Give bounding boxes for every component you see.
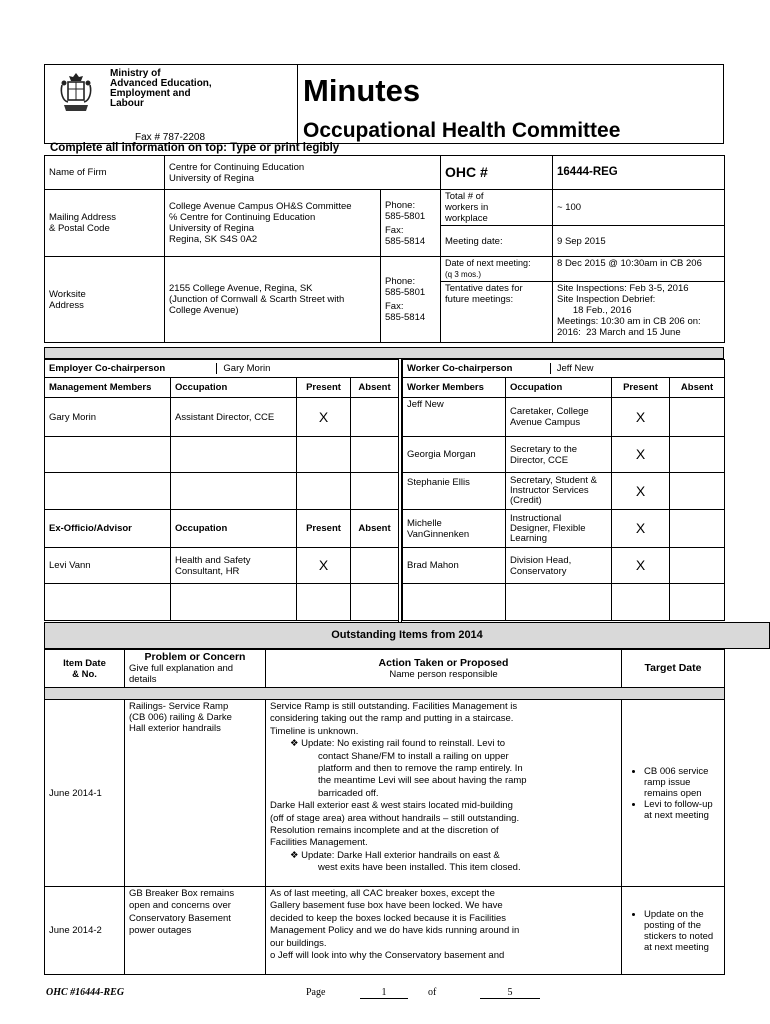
occupation-line: Learning [510,532,547,544]
name-line: Brad Mahon [407,560,459,571]
action-line: Facilities Management. [270,837,368,849]
firm-name-value [165,156,441,190]
item-problem [125,700,266,887]
workers-value: ~ 100 [553,190,725,226]
footer-ohc: OHC #16444-REG [46,987,125,998]
problem-header-title: Problem or Concern [144,651,246,663]
firm-name-line: Centre for Continuing Education [169,161,305,173]
occupation-line: Instructional [510,512,562,524]
occupation-line: Avenue Campus [510,417,581,428]
absent-mark [670,548,725,584]
table-row [45,548,399,584]
worker-occupation [506,473,612,510]
item-problem [125,887,266,975]
section-separator [44,347,724,359]
name-line: Michelle [407,517,442,529]
fax-label: Fax: [385,224,404,236]
absent-mark [351,584,399,621]
present-mark: X [612,510,670,548]
worker-header-present: Present [612,378,670,398]
present-mark [612,584,670,621]
mailing-phone-fax [381,190,441,257]
worker-cochair-name: Jeff New [550,363,594,374]
ministry-block [45,65,298,143]
fax-label: Fax: [385,301,404,312]
firm-name-line: University of Regina [169,172,255,184]
table-row [403,510,725,548]
action-line: the meantime Levi will see about having the ramp [318,775,527,787]
fax-value: 585-5814 [385,312,426,323]
name-line: VanGinnenken [407,528,470,540]
action-line: platform and then to remove the ramp entirely. In [318,763,523,775]
worksite-line: College Avenue) [169,305,239,316]
member-name [45,473,171,510]
document-title: Minutes [303,73,421,108]
worker-header-occupation: Occupation [506,378,612,398]
outstanding-items-heading: Outstanding Items from 2014 [44,622,770,649]
action-line: decided to keep the boxes locked because it is Facilities [270,912,507,924]
worker-name [403,473,506,510]
present-mark: X [612,398,670,437]
problem-line: Conservatory Basement [129,912,231,924]
absent-mark [351,437,399,473]
tentative-label-line: Tentative dates for [445,283,523,294]
exofficio-header-absent: Absent [351,510,399,548]
tentative-label-line: future meetings: [445,294,514,305]
management-table [44,359,399,621]
action-header-title: Action Taken or Proposed [378,656,509,669]
firm-info-table [44,155,725,343]
document-header [44,64,724,144]
action-bullet-line: ❖ Update: No existing rail found to reinstall. Levi to [290,738,505,750]
ministry-name [110,69,290,109]
present-mark [297,473,351,510]
occupation-line: Instructor Services [510,485,589,496]
action-line: o Jeff will look into why the Conservatory basement and [270,950,505,962]
problem-header-sub: details [129,674,157,685]
occupation-line: Caretaker, College [510,406,589,417]
tentative-dates-value [553,282,725,343]
worker-occupation [506,437,612,473]
item-date-header [45,650,125,688]
action-line: As of last meeting, all CAC breaker boxes, except the [270,888,495,899]
table-row [45,437,399,473]
worker-occupation [506,510,612,548]
table-row [45,887,725,975]
employer-cochair-row [45,360,399,378]
employer-cochair-name: Gary Morin [216,363,270,374]
worker-members-table [402,359,725,621]
footer-of-label: of [428,987,437,998]
mailing-line: College Avenue Campus OH&S Committee [169,201,352,212]
mailing-line: Regina, SK S4S 0A2 [169,234,258,245]
items-separator [45,688,725,700]
occupation-line: Health and Safety [175,554,251,566]
ministry-line: Labour [110,98,144,109]
problem-line: open and concerns over [129,900,231,912]
header-line: & No. [72,668,97,680]
name-line: Georgia Morgan [407,449,476,460]
problem-header-sub: Give full explanation and [129,663,234,674]
tentative-line: 18 Feb., 2016 [557,305,632,316]
ministry-line: Employment and [110,88,191,99]
mgmt-header-occupation: Occupation [171,378,297,398]
tentative-line: 2016: 23 March and 15 June [557,327,681,338]
mgmt-header-members: Management Members [45,378,171,398]
worker-name [403,510,506,548]
occupation-line: Consultant, HR [175,565,240,577]
absent-mark [670,437,725,473]
mailing-label [45,190,165,257]
occupation-line: Conservatory [510,565,567,577]
problem-header [125,650,266,688]
target-item: • Levi to follow-up at next meeting [644,799,720,821]
present-mark: X [612,473,670,510]
item-target [622,887,725,975]
fax-value: 585-5814 [385,235,426,247]
action-line: Timeline is unknown. [270,725,359,737]
problem-line: Railings- Service Ramp [129,701,229,712]
target-list [624,909,720,953]
phone-label: Phone: [385,276,416,287]
worksite-label-line: Address [49,299,84,311]
worker-cochair-label: Worker Co-chairperson [407,363,513,374]
mailing-line: University of Regina [169,223,255,234]
next-meeting-value: 8 Dec 2015 @ 10:30am in CB 206 [553,257,725,282]
member-occupation [171,473,297,510]
present-mark: X [612,548,670,584]
action-line: contact Shane/FM to install a railing on upper [318,750,509,762]
present-mark: X [612,437,670,473]
item-target [622,700,725,887]
absent-mark [351,548,399,584]
item-date: June 2014-1 [45,700,125,887]
name-line: Stephanie Ellis [407,477,470,488]
worksite-phone-fax [381,257,441,343]
advisor-name [45,584,171,621]
worker-occupation [506,548,612,584]
action-line: Gallery basement fuse box have been locked. We have [270,900,503,912]
worksite-address [165,257,381,343]
footer-page-label: Page [306,987,326,998]
mgmt-header-present: Present [297,378,351,398]
occupation-line: (Credit) [510,495,542,506]
action-line: Service Ramp is still outstanding. Facilities Management is [270,701,518,712]
present-mark [297,437,351,473]
phone-value: 585-5801 [385,210,426,222]
crest-icon [59,71,93,115]
member-occupation: Assistant Director, CCE [171,398,297,437]
table-row [45,700,725,887]
table-row [403,548,725,584]
absent-mark [351,398,399,437]
footer-page-number: 1 [360,987,408,999]
table-row [45,473,399,510]
outstanding-items-table [44,649,725,975]
table-row [403,473,725,510]
worksite-line: (Junction of Cornwall & Scarth Street with [169,294,345,305]
target-item: • Update on the posting of the stickers to noted at next meeting [644,909,720,953]
mailing-address [165,190,381,257]
target-date-header: Target Date [622,650,725,688]
member-name [45,437,171,473]
worker-name [403,437,506,473]
mailing-label-line: & Postal Code [49,223,110,234]
firm-name-label: Name of Firm [45,156,165,190]
action-line: (off of stage area) area without handrails – still outstanding. [270,812,520,824]
present-mark [297,584,351,621]
table-row [403,398,725,437]
ministry-line: Advanced Education, [110,78,212,89]
problem-line: GB Breaker Box remains [129,888,235,899]
advisor-occupation [171,548,297,584]
item-action [266,700,622,887]
worksite-label-line: Worksite [49,288,86,300]
action-header-sub: Name person responsible [389,668,498,680]
action-line: Darke Hall exterior east & west stairs located mid-building [270,800,513,812]
meeting-date-value: 9 Sep 2015 [553,226,725,257]
worker-cochair-row [403,360,725,378]
worker-header-members: Worker Members [403,378,506,398]
mailing-line: ℅ Centre for Continuing Education [169,212,316,223]
table-row [403,584,725,621]
occupation-line: Secretary to the [510,443,578,455]
absent-mark [670,398,725,437]
advisor-occupation [171,584,297,621]
worker-name [403,398,506,437]
worker-header-absent: Absent [670,378,725,398]
exofficio-header-present: Present [297,510,351,548]
absent-mark [351,473,399,510]
workers-label-line: workers in [445,202,489,213]
header-line: Item Date [63,657,106,669]
member-name: Gary Morin [45,398,171,437]
occupation-line: Designer, Flexible [510,522,586,534]
target-item: • CB 006 service ramp issue remains open [644,766,720,799]
action-bullet-line: ❖ Update: Darke Hall exterior handrails on east & [290,849,500,861]
problem-line: power outages [129,925,192,937]
workers-label [441,190,553,226]
ministry-line: Ministry of [110,68,161,79]
absent-mark [670,473,725,510]
table-row [403,437,725,473]
worker-occupation [506,584,612,621]
action-header [266,650,622,688]
occupation-line: Secretary, Student & [510,475,597,486]
instructions-text: Complete all information on top: Type or print legibly [50,142,340,154]
meeting-date-label: Meeting date: [441,226,553,257]
workers-label-line: workplace [445,213,488,224]
footer-page-total: 5 [480,987,540,999]
member-occupation [171,437,297,473]
exofficio-header-occupation: Occupation [171,510,297,548]
table-row [45,584,399,621]
worker-name [403,584,506,621]
worksite-label [45,257,165,343]
action-line: our buildings. [270,937,327,949]
occupation-line: Director, CCE [510,454,569,466]
tentative-line: Site Inspections: Feb 3-5, 2016 [557,283,689,294]
ohc-value: 16444-REG [553,156,725,190]
worksite-line: 2155 College Avenue, Regina, SK [169,283,313,294]
target-list [624,766,720,821]
next-meeting-label [441,257,553,282]
absent-mark [670,510,725,548]
action-line: considering taking out the ramp and putting in a staircase. [270,713,514,725]
advisor-name: Levi Vann [45,548,171,584]
item-action [266,887,622,975]
worker-name [403,548,506,584]
tentative-line: Meetings: 10:30 am in CB 206 on: [557,316,701,327]
action-line: Management Policy and we do have kids running around in [270,925,520,937]
absent-mark [670,584,725,621]
next-meeting-label-line: (q 3 mos.) [445,270,482,279]
name-line: Jeff New [407,399,444,410]
action-line: barricaded off. [318,787,379,799]
item-date: June 2014-2 [45,887,125,975]
workers-label-line: Total # of [445,191,484,202]
phone-value: 585-5801 [385,287,426,298]
action-line: west exits have been installed. This item closed. [318,862,521,874]
fax-number: Fax # 787-2208 [135,132,206,143]
present-mark: X [297,398,351,437]
action-line: Resolution remains incomplete and at the discretion of [270,825,499,837]
problem-line: (CB 006) railing & Darke [129,712,232,723]
ohc-label: OHC # [441,156,553,190]
mailing-label-line: Mailing Address [49,212,117,223]
mgmt-header-absent: Absent [351,378,399,398]
employer-cochair-label: Employer Co-chairperson [49,363,166,374]
table-row [45,398,399,437]
tentative-dates-label [441,282,553,343]
document-subtitle: Occupational Health Committee [303,119,621,142]
exofficio-header-name: Ex-Officio/Advisor [45,510,171,548]
occupation-line: Division Head, [510,554,572,566]
worker-occupation [506,398,612,437]
phone-label: Phone: [385,199,416,211]
present-mark: X [297,548,351,584]
tentative-line: Site Inspection Debrief: [557,294,656,305]
next-meeting-label-line: Date of next meeting: [445,258,531,268]
problem-line: Hall exterior handrails [129,723,221,734]
